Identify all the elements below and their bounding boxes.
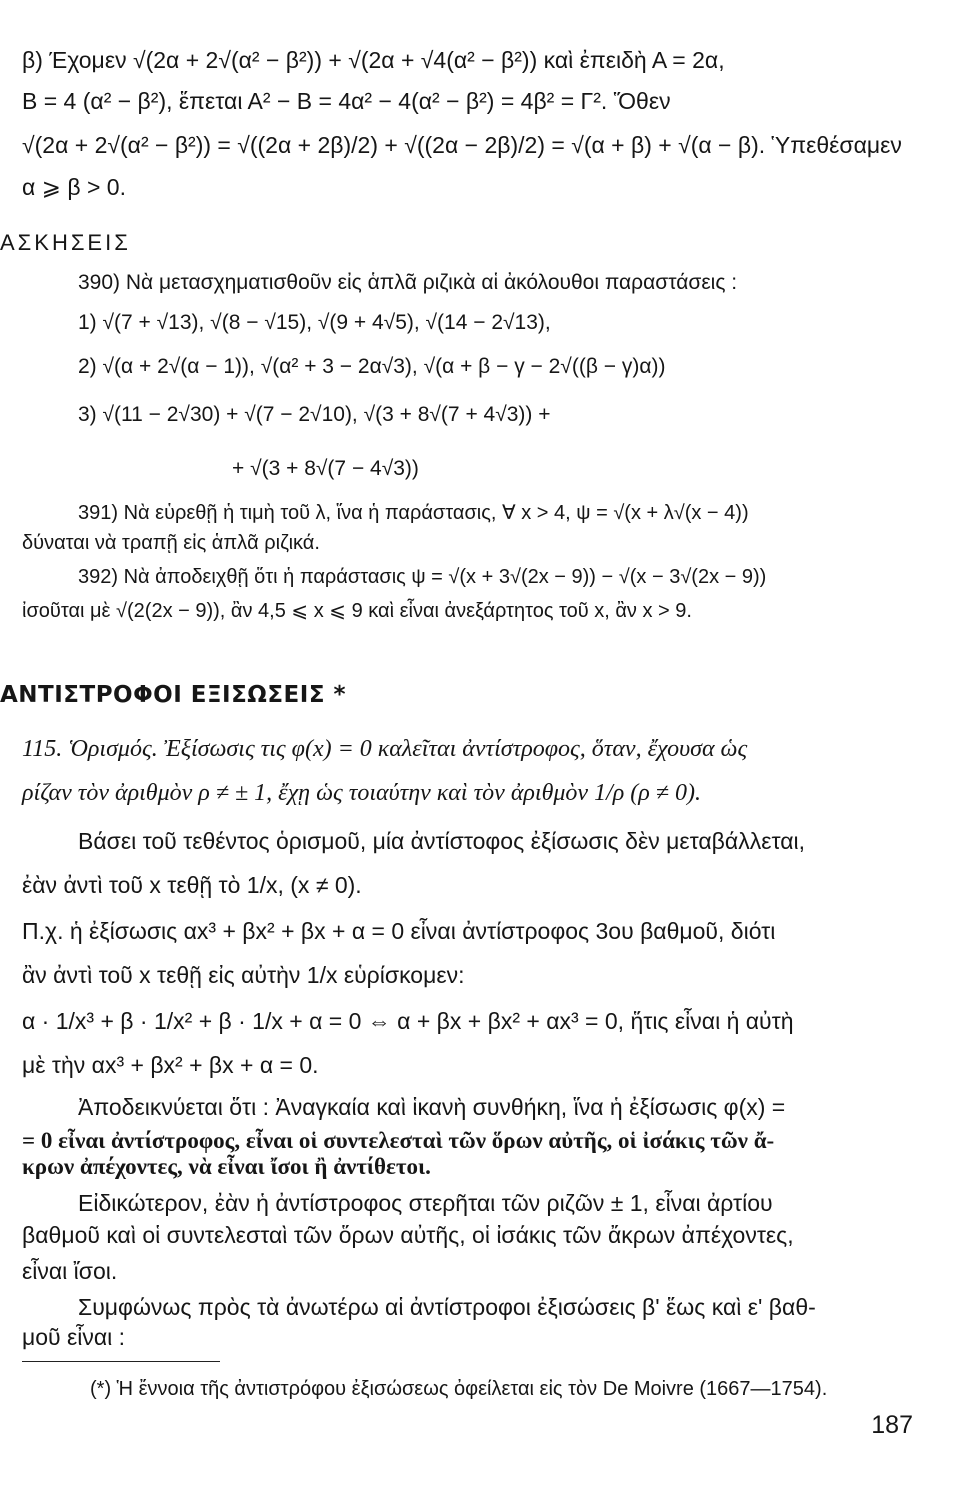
text-line-21: ἂν ἀντὶ τοῦ x τεθῇ εἰς αὐτὴν 1/x εὑρίσκομεν:: [22, 962, 465, 988]
exercise-390-item-1: 1) √(7 + √13), √(8 − √15), √(9 + 4√5), √(14 − 2√13),: [78, 311, 551, 334]
theorem-line-3: κρων ἀπέχοντες, νὰ εἶναι ἴσοι ἢ ἀντίθετοι.: [22, 1154, 431, 1179]
text-line-18: Βάσει τοῦ τεθέντος ὁρισμοῦ, μία ἀντίστοφος ἐξίσωσις δὲν μεταβάλλεται,: [78, 828, 806, 854]
definition-line-1: 115. Ὁρισμός. Ἐξίσωσις τις φ(x) = 0 καλεῖται ἀντίστροφος, ὅταν, ἔχουσα ὡς: [22, 736, 748, 762]
exercise-390-intro: 390) Νὰ μετασχηματισθοῦν εἰς ἁπλᾶ ριζικὰ αἱ ἀκόλουθοι παραστάσεις :: [78, 271, 738, 294]
definition-line-2: ρίζαν τὸν ἀριθμὸν ρ ≠ ± 1, ἔχῃ ὡς τοιαύτην καὶ τὸν ἀριθμὸν 1/ρ (ρ ≠ 0).: [22, 780, 701, 806]
text-line-20: Π.χ. ἡ ἐξίσωσις αx³ + βx² + βx + α = 0 εἶναι ἀντίστροφος 3ου βαθμοῦ, διότι: [22, 918, 776, 944]
page-number: 187: [871, 1411, 913, 1439]
text-line-28: βαθμοῦ καὶ οἱ συντελεσταὶ τῶν ὅρων αὐτῆς, οἱ ἰσάκις τῶν ἄκρων ἀπέχοντες,: [22, 1222, 794, 1248]
theorem-line-2: = 0 εἶναι ἀντίστροφος, εἶναι οἱ συντελεσταὶ τῶν ὅρων αὐτῆς, οἱ ἰσάκις τῶν ἄ-: [22, 1128, 775, 1153]
text-line-1: β) Έχομεν √(2α + 2√(α² − β²)) + √(2α + √4(α² − β²)) καὶ ἐπειδὴ Α = 2α,: [22, 47, 725, 73]
footnote: (*) Ἡ ἔννοια τῆς ἀντιστρόφου ἐξισώσεως ὀφείλεται εἰς τὸν De Moivre (1667—1754).: [90, 1378, 828, 1400]
exercise-391: 391) Νὰ εὑρεθῇ ἡ τιμὴ τοῦ λ, ἵνα ἡ παράστασις, ∀ x > 4, ψ = √(x + λ√(x − 4)): [78, 502, 749, 524]
text-line-3: √(2α + 2√(α² − β²)) = √((2α + 2β)/2) + √((2α − 2β)/2) = √(α + β) + √(α − β). Ὑπεθέσαμεν: [22, 132, 902, 158]
exercise-390-item-2: 2) √(α + 2√(α − 1)), √(α² + 3 − 2α√3), √(α + β − γ − 2√((β − γ)α)): [78, 355, 666, 378]
text-line-4: α ⩾ β > 0.: [22, 174, 126, 200]
footnote-separator: [22, 1361, 220, 1362]
exercise-390-item-3-cont: + √(3 + 8√(7 − 4√3)): [232, 457, 419, 480]
text-line-23: μὲ τὴν αx³ + βx² + βx + α = 0.: [22, 1052, 319, 1078]
exercise-391-cont: δύναται νὰ τραπῇ εἰς ἁπλᾶ ριζικά.: [22, 532, 320, 554]
exercise-392: 392) Νὰ ἀποδειχθῇ ὅτι ἡ παράστασις ψ = √(x + 3√(2x − 9)) − √(x − 3√(2x − 9)): [78, 566, 767, 588]
text-line-29: εἶναι ἴσοι.: [22, 1258, 118, 1284]
text-line-19: ἐὰν ἀντὶ τοῦ x τεθῇ τὸ 1/x, (x ≠ 0).: [22, 872, 362, 898]
text-line-31: μοῦ εἶναι :: [22, 1324, 126, 1350]
section-heading-reciprocal-equations: ΑΝΤΙΣΤΡΟΦΟΙ ΕΞΙΣΩΣΕΙΣ *: [0, 682, 347, 708]
exercise-392-cont: ἰσοῦται μὲ √(2(2x − 9)), ἂν 4,5 ⩽ x ⩽ 9 καὶ εἶναι ἀνεξάρτητος τοῦ x, ἂν x > 9.: [22, 600, 692, 622]
exercise-390-item-3: 3) √(11 − 2√30) + √(7 − 2√10), √(3 + 8√(7 + 4√3)) +: [78, 403, 551, 426]
theorem-line-1: Ἀποδεικνύεται ὅτι : Ἀναγκαία καὶ ἱκανὴ συνθήκη, ἵνα ἡ ἐξίσωσις φ(x) =: [78, 1094, 786, 1120]
text-line-22: α · 1/x³ + β · 1/x² + β · 1/x + α = 0 ⇔ α + βx + βx² + αx³ = 0, ἥτις εἶναι ἡ αὐτὴ: [22, 1008, 794, 1034]
text-line-27: Εἰδικώτερον, ἐὰν ἡ ἀντίστροφος στερῆται τῶν ριζῶν ± 1, εἶναι ἀρτίου: [78, 1190, 773, 1216]
text-line-2: Β = 4 (α² − β²), ἕπεται Α² − Β = 4α² − 4(α² − β²) = 4β² = Γ². Ὅθεν: [22, 88, 671, 114]
text-line-30: Συμφώνως πρὸς τὰ ἀνωτέρω αἱ ἀντίστροφοι ἐξισώσεις β' ἕως καὶ ε' βαθ-: [78, 1294, 816, 1320]
section-heading-exercises: ΑΣΚΗΣΕΙΣ: [0, 230, 131, 255]
